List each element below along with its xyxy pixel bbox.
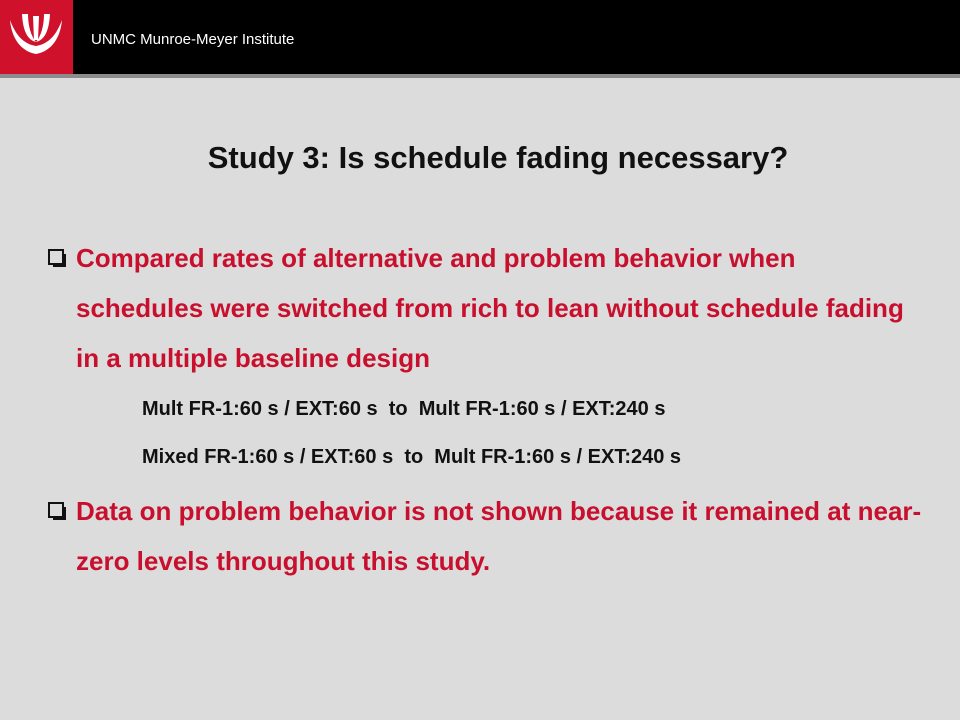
unmc-logo	[0, 0, 73, 74]
header-bar	[0, 0, 960, 74]
bullet-text: Compared rates of alternative and problem behavior when schedules were switched from rich to lean without schedule fading in a multiple baseline design	[76, 243, 904, 373]
sub-item: Mixed FR-1:60 s / EXT:60 s to Mult FR-1:60 s / EXT:240 s	[142, 446, 682, 468]
bullet-item	[48, 233, 928, 383]
bullet-text: Data on problem behavior is not shown because it remained at near-zero levels throughout this study.	[76, 496, 922, 576]
checkbox-bullet-icon	[48, 249, 67, 268]
header-divider	[0, 74, 960, 78]
sub-item: Mult FR-1:60 s / EXT:60 s to Mult FR-1:60 s / EXT:240 s	[142, 398, 666, 420]
unmc-logo-icon	[0, 0, 73, 74]
slide-title: Study 3: Is schedule fading necessary?	[207, 140, 789, 175]
bullet-item	[48, 486, 928, 586]
checkbox-bullet-icon	[48, 502, 67, 521]
org-name: UNMC Munroe-Meyer Institute	[91, 31, 295, 48]
